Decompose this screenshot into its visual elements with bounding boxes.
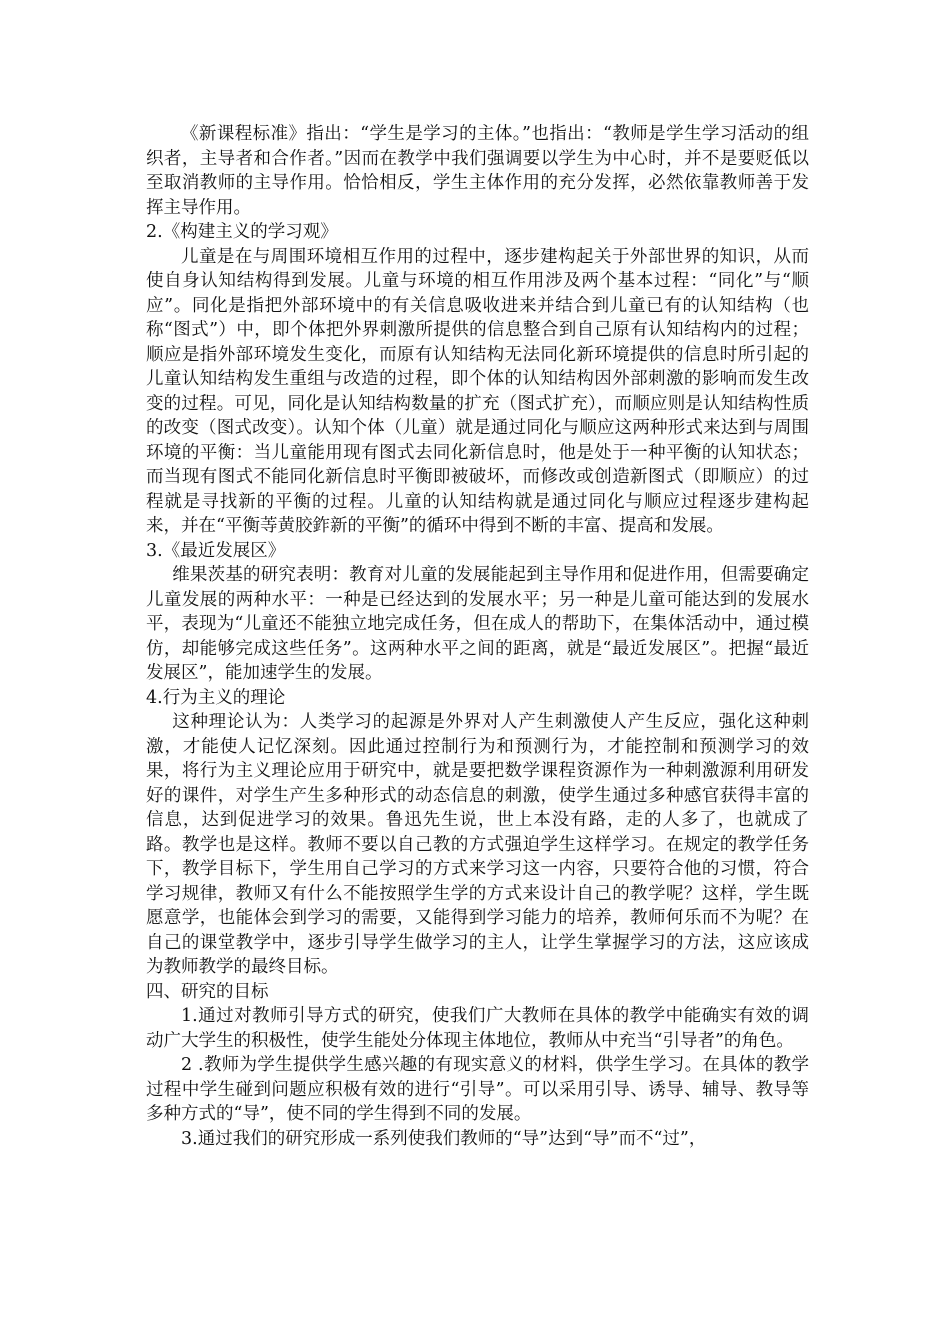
- paragraph-goal-2: 2 .教师为学生提供学生感兴趣的有现实意义的材料，供学生学习。在具体的教学过程中学生碰到问题应积极有效的进行“引导”。可以采用引导、诱导、辅导、教导等多种方式的“导”，使不同的学生得到不同的发展。: [146, 1055, 809, 1124]
- paragraph-goal-1: 1.通过对教师引导方式的研究，使我们广大教师在具体的教学中能确实有效的调动广大学生的积极性，使学生能处分体现主体地位，教师从中充当“引导者”的角色。: [146, 1006, 809, 1051]
- section-heading-behaviorism: 4.行为主义的理论: [146, 687, 286, 708]
- paragraph-intro: 《新课程标准》指出：“学生是学习的主体。”也指出：“教师是学生学习活动的组织者，主导者和合作者。”因而在教学中我们强调要以学生为中心时，并不是要贬低以至取消教师的主导作用。恰恰相反，学生主体作用的充分发挥，必然依靠教师善于发挥主导作用。: [146, 124, 809, 218]
- paragraph-behaviorism: 这种理论认为：人类学习的起源是外界对人产生刺激使人产生反应，强化这种刺激，才能使人记忆深刻。因此通过控制行为和预测行为，才能控制和预测学习的效果，将行为主义理论应用于研究中，就是要把数学课程资源作为一种刺激源利用研发好的课件，对学生产生多种形式的动态信息的刺激，使学生通过多种感官获得丰富的信息，达到促进学习的效果。鲁迅先生说，世上本没有路，走的人多了，也就成了路。教学也是这样。教师不要以自己教的方式强迫学生这样学习。在规定的教学任务下，教学目标下，学生用自己学习的方式来学习这一内容，只要符合他的习惯，符合学习规律，教师又有什么不能按照学生学的方式来设计自己的教学呢？这样，学生既愿意学，也能体会到学习的需要，又能得到学习能力的培养，教师何乐而不为呢？在自己的课堂教学中，逐步引导学生做学习的主人，让学生掌握学习的方法，这应该成为教师教学的最终目标。: [146, 712, 809, 977]
- section-heading-zpd: 3.《最近发展区》: [146, 540, 286, 561]
- paragraph-constructivism: 儿童是在与周围环境相互作用的过程中，逐步建构起关于外部世界的知识，从而使自身认知结构得到发展。儿童与环境的相互作用涉及两个基本过程：“同化”与“顺应”。同化是指把外部环境中的有关信息吸收进来并结合到儿童已有的认知结构（也称“图式”）中，即个体把外界刺激所提供的信息整合到自己原有认知结构内的过程；顺应是指外部环境发生变化，而原有认知结构无法同化新环境提供的信息时所引起的儿童认知结构发生重组与改造的过程，即个体的认知结构因外部刺激的影响而发生改变的过程。可见，同化是认知结构数量的扩充（图式扩充），而顺应则是认知结构性质的改变（图式改变）。认知个体（儿童）就是通过同化与顺应这两种形式来达到与周围环境的平衡：当儿童能用现有图式去同化新信息时，他是处于一种平衡的认知状态；而当现有图式不能同化新信息时平衡即被破坏，而修改或创造新图式（即顺应）的过程就是寻找新的平衡的过程。儿童的认知结构就是通过同化与顺应过程逐步建构起来，并在“平衡䓁黄胶鈼新的平衡”的循环中得到不断的丰富、提高和发展。: [146, 246, 809, 536]
- paragraph-zpd: 维果茨基的研究表明：教育对儿童的发展能起到主导作用和促进作用，但需要确定儿童发展的两种水平：一种是已经达到的发展水平；另一种是儿童可能达到的发展水平，表现为“儿童还不能独立地完成任务，但在成人的帮助下，在集体活动中，通过模仿，却能够完成这些任务”。这两种水平之间的距离，就是“最近发展区”。把握“最近发展区”，能加速学生的发展。: [146, 565, 809, 683]
- document-body: [146, 122, 809, 1151]
- section-heading-research-goals: 四、研究的目标: [146, 981, 269, 1002]
- paragraph-goal-3: 3.通过我们的研究形成一系列使我们教师的“导”达到“导”而不“过”，: [181, 1128, 707, 1149]
- section-heading-constructivism: 2.《构建主义的学习观》: [146, 222, 338, 242]
